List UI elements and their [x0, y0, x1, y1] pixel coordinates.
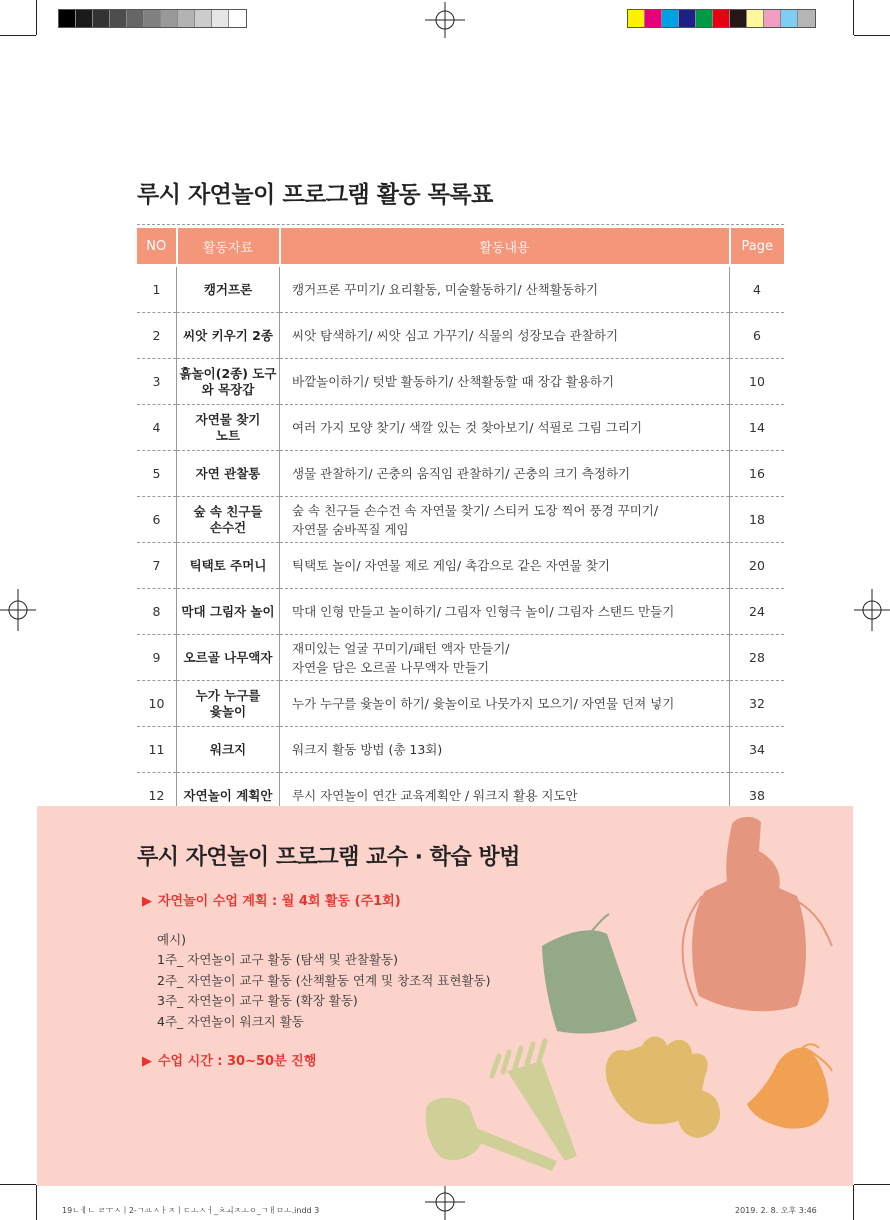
registration-mark-icon [854, 585, 890, 635]
color-swatch [195, 10, 212, 27]
list-item: 4주_ 자연놀이 워크지 활동 [157, 1013, 304, 1029]
color-swatch [628, 10, 645, 27]
color-swatch [747, 10, 764, 27]
color-swatch [144, 10, 161, 27]
page-title: 루시 자연놀이 프로그램 활동 목록표 [137, 182, 493, 208]
registration-mark-icon [420, 2, 470, 38]
row-page: 4 [730, 266, 785, 313]
gray-color-bar [58, 9, 247, 28]
header-no: NO [137, 228, 177, 266]
table-row [137, 589, 784, 635]
color-swatch [110, 10, 127, 27]
crop-mark [853, 1185, 854, 1220]
header-material: 활동자료 [177, 228, 280, 266]
header-content: 활동내용 [280, 228, 730, 266]
color-swatch [798, 10, 815, 27]
triangle-right-icon: ▶ [142, 1054, 152, 1069]
list-item: 2주_ 자연놀이 교구 활동 (산책활동 연계 및 창조적 표현활동) [157, 972, 491, 988]
row-page: 6 [730, 313, 785, 359]
garden-tools-icon [426, 1041, 577, 1171]
list-item: 3주_ 자연놀이 교구 활동 (확장 활동) [157, 993, 358, 1008]
row-number: 9 [137, 635, 177, 681]
table-header-row [137, 228, 784, 266]
color-swatch [662, 10, 679, 27]
registration-mark-icon [0, 585, 36, 635]
row-content: 재미있는 얼굴 꾸미기/패턴 액자 만들기/ 자연을 담은 오르골 나무액자 만들기 [280, 635, 730, 681]
example-label: 예시) [157, 932, 187, 947]
file-slug: 19ㄴㅔㄴ ㄹㅜㅅㅣ2-ㄱㅛㅅㅏㅈㅣㄷㅗㅅㅓ_ㅊㅚㅈㅗㅇ_ㄱㅐㅁㅗ.indd 3 [62, 1206, 320, 1215]
row-material: 자연물 찾기 노트 [177, 405, 280, 451]
color-swatch [730, 10, 747, 27]
crop-mark [854, 1184, 890, 1185]
color-swatch [127, 10, 144, 27]
pouch-icon [542, 914, 637, 1034]
table-body [137, 266, 784, 819]
row-material: 흙놀이(2종) 도구 와 목장갑 [177, 359, 280, 405]
color-swatch [645, 10, 662, 27]
row-content: 숲 속 친구들 손수건 속 자연물 찾기/ 스티커 도장 찍어 풍경 꾸미기/ 자연물 숨바꼭질 게임 [280, 497, 730, 543]
row-material: 워크지 [177, 727, 280, 773]
color-swatch [161, 10, 178, 27]
gloves-icon [606, 1037, 720, 1138]
row-number: 7 [137, 543, 177, 589]
row-page: 14 [730, 405, 785, 451]
row-page: 18 [730, 497, 785, 543]
activity-illustration [37, 806, 853, 1186]
triangle-right-icon: ▶ [142, 894, 152, 909]
row-number: 8 [137, 589, 177, 635]
activity-table [137, 228, 784, 819]
color-swatch [696, 10, 713, 27]
row-content: 바깥놀이하기/ 텃밭 활동하기/ 산책활동할 때 장갑 활용하기 [280, 359, 730, 405]
color-swatch [679, 10, 696, 27]
color-swatch [76, 10, 93, 27]
teaching-method-panel [37, 806, 853, 1186]
row-material: 막대 그림자 놀이 [177, 589, 280, 635]
row-material: 씨앗 키우기 2종 [177, 313, 280, 359]
color-swatch [59, 10, 76, 27]
crop-mark [0, 35, 36, 36]
table-row [137, 359, 784, 405]
row-number: 3 [137, 359, 177, 405]
color-swatch [229, 10, 246, 27]
color-swatch [713, 10, 730, 27]
row-number: 5 [137, 451, 177, 497]
registration-mark-icon [420, 1184, 470, 1220]
divider [137, 224, 784, 225]
row-number: 11 [137, 727, 177, 773]
row-number: 2 [137, 313, 177, 359]
row-page: 24 [730, 589, 785, 635]
table-row [137, 635, 784, 681]
table-row [137, 497, 784, 543]
row-content: 워크지 활동 방법 (총 13회) [280, 727, 730, 773]
table-row [137, 451, 784, 497]
row-page: 10 [730, 359, 785, 405]
table-row [137, 727, 784, 773]
table-row [137, 543, 784, 589]
row-number: 4 [137, 405, 177, 451]
crop-mark [854, 35, 890, 36]
crop-mark [36, 1185, 37, 1220]
row-material: 자연놀이 계획안 [177, 773, 280, 819]
row-number: 10 [137, 681, 177, 727]
row-number: 6 [137, 497, 177, 543]
row-page: 20 [730, 543, 785, 589]
row-page: 16 [730, 451, 785, 497]
drawstring-bag-icon [747, 1044, 832, 1128]
class-plan-text: 자연놀이 수업 계획 : 월 4회 활동 (주1회) [158, 894, 401, 909]
row-number: 12 [137, 773, 177, 819]
timestamp: 2019. 2. 8. 오후 3:46 [735, 1206, 817, 1215]
table-row [137, 405, 784, 451]
table-row [137, 266, 784, 313]
crop-mark [0, 1184, 36, 1185]
apron-icon [683, 817, 832, 1011]
row-number: 1 [137, 266, 177, 313]
method-title: 루시 자연놀이 프로그램 교수 · 학습 방법 [137, 845, 520, 870]
row-page: 38 [730, 773, 785, 819]
row-content: 씨앗 탐색하기/ 씨앗 심고 가꾸기/ 식물의 성장모습 관찰하기 [280, 313, 730, 359]
row-content: 틱택토 놀이/ 자연물 제로 게임/ 촉감으로 같은 자연물 찾기 [280, 543, 730, 589]
color-swatch [178, 10, 195, 27]
row-content: 막대 인형 만들고 놀이하기/ 그림자 인형극 놀이/ 그림자 스탠드 만들기 [280, 589, 730, 635]
row-material: 캥거프론 [177, 266, 280, 313]
row-content: 캥거프론 꾸미기/ 요리활동, 미술활동하기/ 산책활동하기 [280, 266, 730, 313]
color-swatch [764, 10, 781, 27]
row-page: 34 [730, 727, 785, 773]
row-page: 32 [730, 681, 785, 727]
row-material: 자연 관찰통 [177, 451, 280, 497]
row-material: 숲 속 친구들 손수건 [177, 497, 280, 543]
color-swatch [781, 10, 798, 27]
row-page: 28 [730, 635, 785, 681]
color-swatch [212, 10, 229, 27]
row-content: 누가 누구를 윷놀이 하기/ 윷놀이로 나뭇가지 모으기/ 자연물 던져 넣기 [280, 681, 730, 727]
crop-mark [853, 0, 854, 35]
cmyk-color-bar [627, 9, 816, 28]
row-material: 틱택토 주머니 [177, 543, 280, 589]
table-row [137, 313, 784, 359]
row-content: 루시 자연놀이 연간 교육계획안 / 워크지 활용 지도안 [280, 773, 730, 819]
row-content: 여러 가지 모양 찾기/ 색깔 있는 것 찾아보기/ 석필로 그림 그리기 [280, 405, 730, 451]
crop-mark [36, 0, 37, 35]
header-page: Page [730, 228, 785, 266]
class-time-text: 수업 시간 : 30∼50분 진행 [158, 1054, 317, 1069]
table-row [137, 681, 784, 727]
list-item: 1주_ 자연놀이 교구 활동 (탐색 및 관찰활동) [157, 952, 398, 967]
color-swatch [93, 10, 110, 27]
row-material: 누가 누구를 윷놀이 [177, 681, 280, 727]
row-material: 오르골 나무액자 [177, 635, 280, 681]
row-content: 생물 관찰하기/ 곤충의 움직임 관찰하기/ 곤충의 크기 측정하기 [280, 451, 730, 497]
